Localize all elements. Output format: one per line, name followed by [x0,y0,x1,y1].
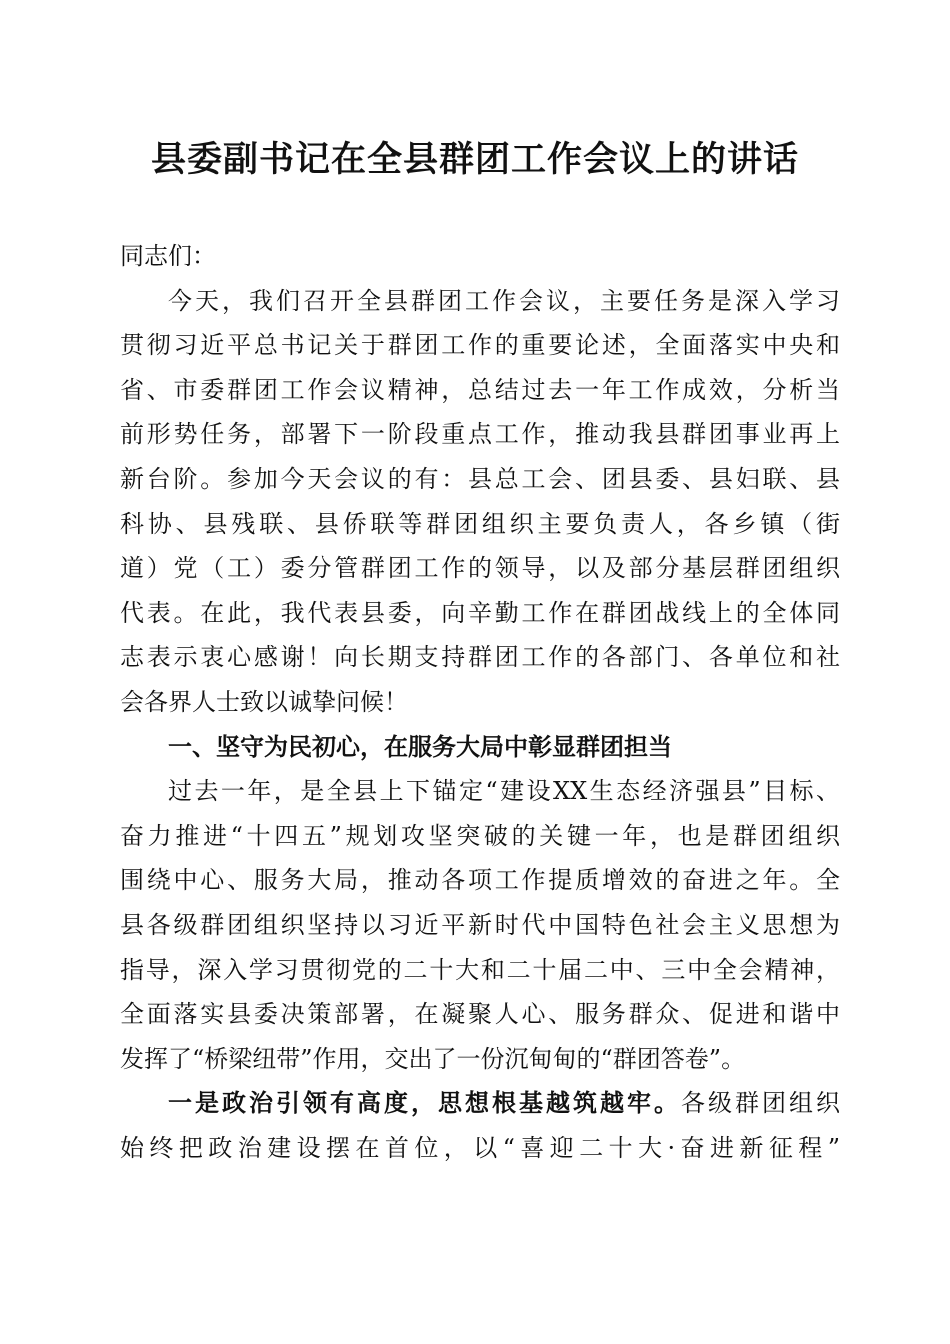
paragraph-line: 省、市委群团工作会议精神，总结过去一年工作成效，分析当 [120,375,840,404]
paragraph-line: 今天，我们召开全县群团工作会议，主要任务是深入学习 [168,286,840,315]
salutation: 同志们： [120,242,216,270]
paragraph-line: 前形势任务，部署下一阶段重点工作，推动我县群团事业再上 [120,420,840,449]
paragraph-line: 县各级群团组织坚持以习近平新时代中国特色社会主义思想为 [120,910,840,939]
paragraph-line: 指导，深入学习贯彻党的二十大和二十届二中、三中全会精神， [120,955,840,984]
paragraph-line: 会各界人士致以诚挚问候！ [120,687,408,716]
paragraph-line: 过去一年，是全县上下锚定“建设XX生态经济强县”目标、 [168,777,840,806]
paragraph-line: 代表。在此，我代表县委，向辛勤工作在群团战线上的全体同 [120,598,840,627]
document-title: 县委副书记在全县群团工作会议上的讲话 [150,139,799,180]
paragraph-line: 围绕中心、服务大局，推动各项工作提质增效的奋进之年。全 [120,866,840,895]
paragraph-line [120,1081,840,1126]
paragraph-line: 全面落实县委决策部署，在凝聚人心、服务群众、促进和谐中 [120,1000,840,1029]
paragraph-line: 发挥了“桥梁纽带”作用，交出了一份沉甸甸的“群团答卷”。 [120,1044,746,1073]
paragraph-text: 各级群团组织 [681,1089,840,1118]
document-body [120,234,840,1170]
subheading-lead: 一是政治引领有高度，思想根基越筑越牢。 [168,1088,681,1118]
section-heading: 一、坚守为民初心，在服务大局中彰显群团担当 [168,732,672,761]
paragraph-line: 志表示衷心感谢！向长期支持群团工作的各部门、各单位和社 [120,643,840,672]
paragraph-line: 贯彻习近平总书记关于群团工作的重要论述，全面落实中央和 [120,331,840,360]
paragraph-line: 新台阶。参加今天会议的有：县总工会、团县委、县妇联、县 [120,464,840,493]
paragraph-line: 科协、县残联、县侨联等群团组织主要负责人，各乡镇（街 [120,509,840,538]
paragraph-line: 奋力推进“十四五”规划攻坚突破的关键一年，也是群团组织 [120,821,840,850]
paragraph-line: 道）党（工）委分管群团工作的领导，以及部分基层群团组织 [120,554,840,583]
paragraph-line: 始终把政治建设摆在首位，以“喜迎二十大·奋进新征程” [120,1133,840,1162]
